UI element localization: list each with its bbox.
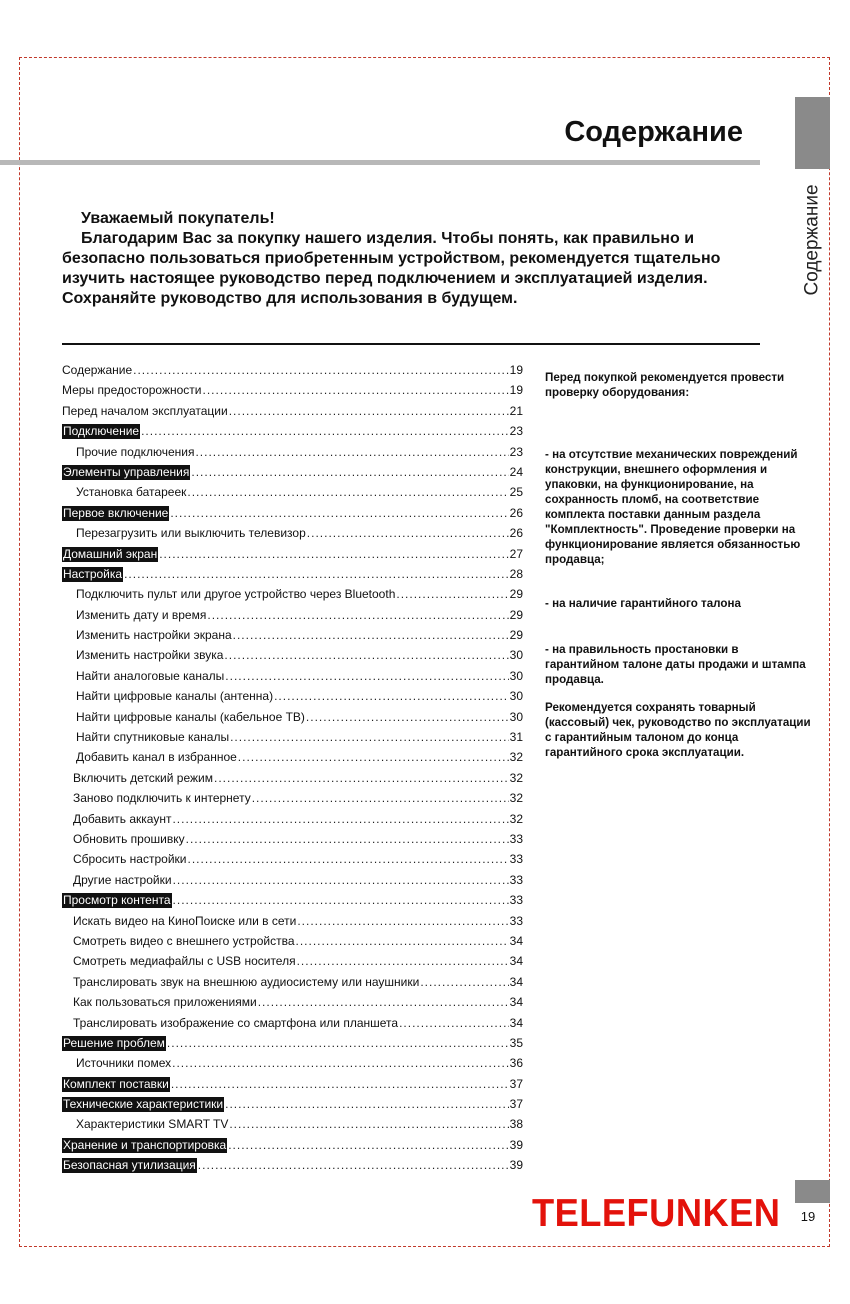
toc-entry-label: Найти спутниковые каналы xyxy=(76,730,230,745)
page-title: Содержание xyxy=(564,116,743,148)
toc-entry xyxy=(62,768,523,788)
toc-section-entry xyxy=(62,421,523,441)
toc-leader-dots xyxy=(228,1135,508,1155)
toc-entry-label: Смотреть медиафайлы с USB носителя xyxy=(73,954,296,969)
toc-entry-label: Перезагрузить или выключить телевизор xyxy=(76,526,306,541)
toc-entry-page: 23 xyxy=(509,424,523,439)
toc-leader-dots xyxy=(296,931,509,951)
toc-section-entry xyxy=(62,1033,523,1053)
toc-leader-dots xyxy=(297,911,508,931)
side-tab-label: Содержание xyxy=(801,184,823,296)
toc-entry xyxy=(62,645,523,665)
toc-entry xyxy=(62,584,523,604)
toc-entry-label: Хранение и транспортировка xyxy=(63,1137,227,1152)
toc-entry-label: Перед началом эксплуатации xyxy=(62,403,228,418)
page-number: 19 xyxy=(800,1209,816,1224)
toc-entry-label: Найти цифровые каналы (кабельное ТВ) xyxy=(76,709,305,724)
toc-entry-label: Безопасная утилизация xyxy=(63,1158,196,1173)
toc-entry-page: 34 xyxy=(509,1015,523,1030)
toc-entry-page: 33 xyxy=(509,893,523,908)
toc-entry xyxy=(62,1114,523,1134)
toc-entry-label: Другие настройки xyxy=(73,872,172,887)
toc-entry-page: 39 xyxy=(509,1137,523,1152)
toc-entry-label: Элементы управления xyxy=(63,464,190,479)
toc-entry-page: 29 xyxy=(509,628,523,643)
toc-leader-dots xyxy=(214,768,509,788)
toc-entry-page: 23 xyxy=(509,444,523,459)
toc-entry-page: 19 xyxy=(509,383,523,398)
toc-entry-label: Искать видео на КиноПоиске или в сети xyxy=(73,913,297,928)
toc-entry xyxy=(62,523,523,543)
toc-entry-page: 37 xyxy=(509,1076,523,1091)
toc-entry-page: 30 xyxy=(509,648,523,663)
toc-leader-dots xyxy=(229,1114,508,1134)
toc-section-entry xyxy=(62,1155,523,1175)
toc-entry-page: 38 xyxy=(509,1117,523,1132)
toc-entry-label: Добавить канал в избранное xyxy=(76,750,237,765)
toc-entry xyxy=(62,870,523,890)
toc-entry-page: 32 xyxy=(509,750,523,765)
toc-entry-label: Заново подключить к интернету xyxy=(73,791,251,806)
toc-leader-dots xyxy=(274,686,509,706)
toc-leader-dots xyxy=(167,1033,509,1053)
toc-leader-dots xyxy=(252,788,509,808)
toc-entry-label: Изменить дату и время xyxy=(76,607,207,622)
toc-leader-dots xyxy=(396,584,508,604)
page-number-marker xyxy=(795,1180,830,1203)
toc-entry-page: 33 xyxy=(509,872,523,887)
toc-entry xyxy=(62,686,523,706)
toc-entry-page: 34 xyxy=(509,933,523,948)
side-tab-marker xyxy=(795,97,830,169)
toc-section-entry xyxy=(62,544,523,564)
toc-entry-label: Транслировать изображение со смартфона или планшета xyxy=(73,1015,399,1030)
toc-entry-page: 29 xyxy=(509,587,523,602)
toc-entry xyxy=(62,829,523,849)
toc-entry-label: Прочие подключения xyxy=(76,444,195,459)
toc-entry-label: Подключение xyxy=(63,424,140,439)
toc-entry xyxy=(62,931,523,951)
toc-entry-label: Источники помех xyxy=(76,1056,172,1071)
toc-entry-page: 34 xyxy=(509,995,523,1010)
toc-leader-dots xyxy=(229,401,509,421)
toc-section-entry xyxy=(62,1074,523,1094)
toc-leader-dots xyxy=(186,829,509,849)
toc-section-entry xyxy=(62,1094,523,1114)
toc-leader-dots xyxy=(399,1013,509,1033)
toc-entry xyxy=(62,951,523,971)
toc-leader-dots xyxy=(159,544,508,564)
toc-leader-dots xyxy=(225,1094,509,1114)
toc-entry-page: 24 xyxy=(509,464,523,479)
toc-entry-label: Первое включение xyxy=(63,505,169,520)
toc-entry-label: Содержание xyxy=(62,363,133,377)
toc-entry-label: Изменить настройки экрана xyxy=(76,628,232,643)
toc-entry-page: 19 xyxy=(509,363,523,377)
intro-block xyxy=(62,209,762,309)
toc-entry-label: Характеристики SMART TV xyxy=(76,1117,229,1132)
toc-entry xyxy=(62,605,523,625)
toc-entry-page: 34 xyxy=(509,974,523,989)
brand-logo: TELEFUNKEN xyxy=(532,1192,781,1235)
toc-entry-label: Настройка xyxy=(63,566,123,581)
toc-entry xyxy=(62,482,523,502)
toc-entry-page: 33 xyxy=(509,913,523,928)
toc-entry xyxy=(62,727,523,747)
toc-entry-label: Обновить прошивку xyxy=(73,831,185,846)
toc-entry-label: Транслировать звук на внешнюю аудиосистему или наушники xyxy=(73,974,420,989)
toc-entry-page: 34 xyxy=(509,954,523,969)
toc-entry-label: Добавить аккаунт xyxy=(73,811,172,826)
toc-entry-page: 27 xyxy=(509,546,523,561)
toc-entry-page: 31 xyxy=(509,730,523,745)
toc-leader-dots xyxy=(224,645,508,665)
toc-entry xyxy=(62,747,523,767)
toc-entry xyxy=(62,360,523,380)
toc-entry-page: 32 xyxy=(509,811,523,826)
toc-leader-dots xyxy=(141,421,509,441)
toc-entry-page: 26 xyxy=(509,526,523,541)
toc-entry-page: 28 xyxy=(509,566,523,581)
toc-entry xyxy=(62,401,523,421)
toc-entry xyxy=(62,972,523,992)
note-paragraph: Рекомендуется сохранять товарный (кассовый) чек, руководство по эксплуатации с гарантийным талоном до конца гарантийного срока эксплуатации. xyxy=(545,701,811,759)
toc-entry-label: Технические характеристики xyxy=(63,1097,224,1112)
toc-section-entry xyxy=(62,503,523,523)
toc-leader-dots xyxy=(306,707,509,727)
toc-entry xyxy=(62,1053,523,1073)
toc-entry-label: Как пользоваться приложениями xyxy=(73,995,257,1010)
toc-entry-label: Комплект поставки xyxy=(63,1076,169,1091)
toc-entry-label: Найти аналоговые каналы xyxy=(76,668,225,683)
toc-leader-dots xyxy=(187,482,508,502)
toc-entry-label: Просмотр контента xyxy=(63,893,171,908)
title-underline-bar xyxy=(0,160,760,165)
toc-section-entry xyxy=(62,462,523,482)
toc-entry-page: 29 xyxy=(509,607,523,622)
toc-entry xyxy=(62,992,523,1012)
toc-entry xyxy=(62,911,523,931)
toc-leader-dots xyxy=(195,442,508,462)
toc-leader-dots xyxy=(173,870,509,890)
toc-leader-dots xyxy=(202,380,508,400)
toc-entry-label: Сбросить настройки xyxy=(73,852,187,867)
toc-leader-dots xyxy=(297,951,509,971)
toc-entry-label: Установка батареек xyxy=(76,485,187,500)
table-of-contents xyxy=(62,360,523,1176)
toc-leader-dots xyxy=(124,564,509,584)
toc-entry-page: 21 xyxy=(509,403,523,418)
toc-entry xyxy=(62,380,523,400)
toc-entry xyxy=(62,666,523,686)
note-paragraph: - на правильность простановки в гарантийном талоне даты продажи и штампа продавца. xyxy=(545,643,806,686)
toc-entry-page: 30 xyxy=(509,709,523,724)
toc-leader-dots xyxy=(172,1053,509,1073)
intro-greeting: Уважаемый покупатель! xyxy=(81,210,275,227)
toc-leader-dots xyxy=(133,360,509,380)
toc-leader-dots xyxy=(420,972,508,992)
toc-entry-page: 33 xyxy=(509,852,523,867)
toc-leader-dots xyxy=(225,666,508,686)
toc-leader-dots xyxy=(173,890,509,910)
toc-entry-label: Изменить настройки звука xyxy=(76,648,224,663)
toc-leader-dots xyxy=(172,809,508,829)
toc-entry xyxy=(62,788,523,808)
toc-entry-label: Смотреть видео с внешнего устройства xyxy=(73,933,295,948)
toc-entry-page: 30 xyxy=(509,689,523,704)
intro-text: Благодарим Вас за покупку нашего изделия. Чтобы понять, как правильно и безопасно пользоваться приобретенным устройством, рекомендуется тщательно изучить настоящее руководство перед подключением и эксплуатацией изделия. Сохраняйте руководство для использования в будущем. xyxy=(62,230,721,307)
toc-entry-page: 32 xyxy=(509,791,523,806)
toc-entry-page: 35 xyxy=(509,1035,523,1050)
toc-entry-label: Найти цифровые каналы (антенна) xyxy=(76,689,274,704)
toc-leader-dots xyxy=(230,727,509,747)
toc-entry xyxy=(62,625,523,645)
toc-leader-dots xyxy=(171,1074,509,1094)
toc-entry xyxy=(62,1013,523,1033)
toc-entry-page: 32 xyxy=(509,770,523,785)
toc-leader-dots xyxy=(191,462,508,482)
toc-leader-dots xyxy=(233,625,509,645)
toc-entry xyxy=(62,442,523,462)
toc-section-entry xyxy=(62,1135,523,1155)
note-paragraph: - на наличие гарантийного талона xyxy=(545,597,741,610)
toc-leader-dots xyxy=(187,849,508,869)
toc-entry-label: Решение проблем xyxy=(63,1035,165,1050)
note-paragraph: Перед покупкой рекомендуется провести проверку оборудования: xyxy=(545,371,785,399)
toc-entry-label: Меры предосторожности xyxy=(62,383,202,398)
toc-entry xyxy=(62,707,523,727)
toc-section-entry xyxy=(62,564,523,584)
side-tab xyxy=(795,175,830,305)
toc-entry-page: 33 xyxy=(509,831,523,846)
toc-entry-page: 37 xyxy=(509,1097,523,1112)
toc-entry xyxy=(62,809,523,829)
toc-entry-page: 39 xyxy=(509,1158,523,1173)
toc-leader-dots xyxy=(238,747,509,767)
toc-leader-dots xyxy=(198,1155,509,1175)
toc-entry-page: 36 xyxy=(509,1056,523,1071)
toc-entry-label: Подключить пульт или другое устройство через Bluetooth xyxy=(76,587,396,602)
toc-section-entry xyxy=(62,890,523,910)
toc-leader-dots xyxy=(170,503,508,523)
toc-leader-dots xyxy=(207,605,508,625)
toc-entry-label: Включить детский режим xyxy=(73,770,213,785)
section-divider xyxy=(62,343,760,345)
toc-entry-page: 30 xyxy=(509,668,523,683)
toc-leader-dots xyxy=(258,992,509,1012)
toc-entry-page: 26 xyxy=(509,505,523,520)
toc-leader-dots xyxy=(307,523,509,543)
note-paragraph: - на отсутствие механических повреждений конструкции, внешнего оформления и упаковки, на функционирование, на сохранность пломб, на соответствие комплекта поставки данным раздела "Комплектность". Проведение проверки на функционирование является обязанностью продавца; xyxy=(545,448,801,566)
toc-entry xyxy=(62,849,523,869)
toc-entry-page: 25 xyxy=(509,485,523,500)
toc-entry-label: Домашний экран xyxy=(63,546,158,561)
